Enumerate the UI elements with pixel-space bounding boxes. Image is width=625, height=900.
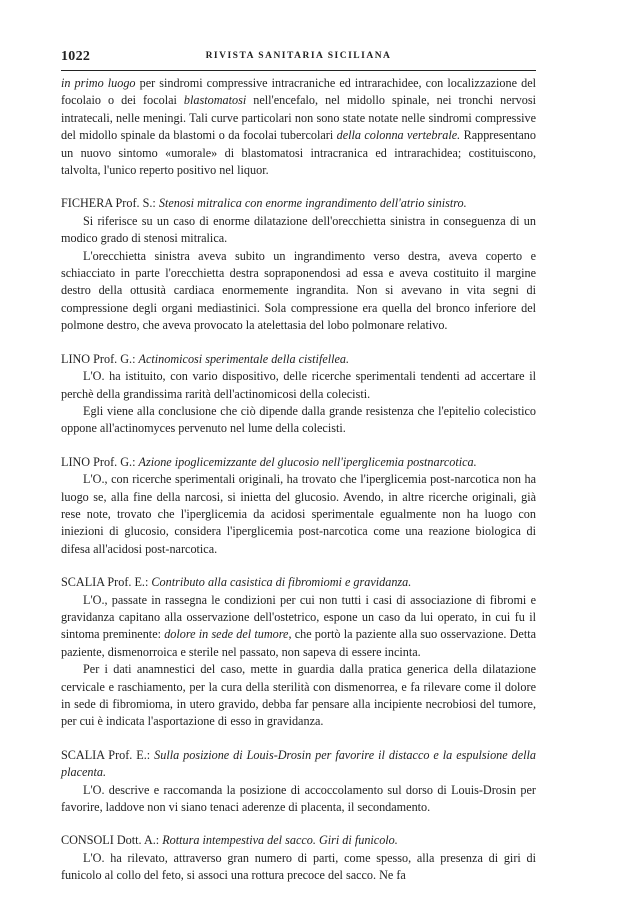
entry-paragraph: L'O. ha istituito, con vario dispositivo, delle ricerche sperimentali tendenti ad accertare il perchè della grandissima rarità dell'actinomicosi della colecisti.: [61, 369, 536, 401]
entry-paragraph: L'O., con ricerche sperimentali originali, ha trovato che l'iperglicemia post-narcotica non ha luogo se, alla fine della narcosi, si inietta del glucosio. Avendo, in altre ricerche originali, già rese note, trovato che l'iperglicemia da acidosi sperimentale egualmente non ha luogo con iniezioni di glucosio, considera l'iperglicemia post-narcotica come una reazione biologica di difesa all'acidosi post-narcotica.: [61, 472, 536, 556]
entry-author: LINO Prof. G.:: [61, 351, 139, 366]
entry-title: Rottura intempestiva del sacco. Giri di funicolo.: [162, 833, 398, 848]
page-body: [61, 75, 536, 885]
entry-heading: [61, 832, 536, 849]
entry-paragraph: L'O. descrive e raccomanda la posizione di accoccolamento sul dorso di Louis-Drosin per favorire, laddove non vi siano tenaci aderenze di placenta, il secondamento.: [61, 782, 536, 815]
abstract-entry: [61, 454, 536, 558]
entry-heading: [61, 454, 536, 471]
emphasis: dolore in sede del tumore,: [164, 627, 292, 642]
abstract-entry: [61, 351, 536, 438]
entry-title: Azione ipoglicemizzante del glucosio nell'iperglicemia postnarcotica.: [138, 454, 477, 469]
header-rule: [61, 70, 536, 71]
abstract-entry: [61, 832, 536, 884]
entry-paragraph: L'orecchietta sinistra aveva subito un ingrandimento verso destra, aveva coperto e schiacciato in parte l'orecchietta destra sopraponendosi ad essa e aveva costituito il margine destro della ottusità cardiaca enormemente ingrandita. Non si avevano in vita segni di compressione degli organi mediastinici. Sola compressione era quella del bronco inferiore del polmone destro, che aveva provocato la atelettasia del lobo polmonare relativo.: [61, 248, 536, 333]
entry-author: LINO Prof. G.:: [61, 454, 139, 469]
emphasis: in primo luogo: [61, 76, 136, 90]
abstract-entry: [61, 574, 536, 731]
entry-heading: [61, 195, 536, 212]
entry-title: Actinomicosi sperimentale della cistifellea.: [138, 351, 350, 366]
running-head: RIVISTA SANITARIA SICILIANA: [205, 51, 392, 61]
entry-title: Contributo alla casistica di fibromiomi e gravidanza.: [151, 575, 412, 590]
entry-author: SCALIA Prof. E.:: [61, 747, 155, 762]
entry-heading: [61, 574, 536, 591]
page-header: [61, 49, 536, 69]
abstract-entry: [61, 747, 536, 817]
entry-paragraph: Egli viene alla conclusione che ciò dipende dalla grande resistenza che l'epitelio colecistico oppone all'actinomyces pervenuto nel lume della colecisti.: [61, 403, 536, 436]
entry-paragraph: L'O., passate in rassegna le condizioni per cui non tutti i casi di associazione di fibromi e gravidanza capitano alla osservazione dell'ostetrico, espone un caso da lui operato, in cui fu il sintoma preminente: dolore in sede del tumore, che portò la paziente alla suo osservazione. Detta paziente, dismenorroica e sterile nel passato, non sapeva di essere incinta.: [61, 592, 536, 659]
entry-title: Stenosi mitralica con enorme ingrandimento dell'atrio sinistro.: [158, 196, 467, 211]
entry-author: CONSOLI Dott. A.:: [61, 833, 163, 848]
abstract-entry: [61, 195, 536, 334]
entry-author: FICHERA Prof. S.:: [61, 196, 159, 211]
entry-paragraph: Per i dati anamnestici del caso, mette in guardia dalla pratica generica della dilatazione cervicale e raschiamento, per la cura della sterilità con dismenorrea, e fa rilevare come il dolore in sede di fibromioma, in utero gravido, debba far pensare alla incipiente necrobiosi del tumore, per cui è indicata l'asportazione di esso in gravidanza.: [61, 662, 536, 729]
entry-title: Sulla posizione di Louis-Drosin per favorire il distacco e la espulsione della placenta.: [61, 747, 536, 780]
entry-paragraph: L'O. ha rilevato, attraverso gran numero di parti, come spesso, alla presenza di giri di funicolo al collo del feto, si associ una rottura precoce del sacco. Ne fa: [61, 850, 536, 883]
page-number: 1022: [61, 49, 91, 64]
entry-paragraph: Si riferisce su un caso di enorme dilatazione dell'orecchietta sinistra in conseguenza di un modico grado di stenosi mitralica.: [61, 213, 536, 246]
entry-author: SCALIA Prof. E.:: [61, 575, 152, 590]
entry-heading: [61, 351, 536, 368]
emphasis: blastomatosi: [183, 93, 247, 108]
continuation-paragraph: in primo luogo per sindromi compressive intracraniche ed intrarachidee, con localizzazione del focolaio o dei focolai blastomatosi nell'encefalo, nel midollo spinale, nei tronchi nervosi intratecali, nelle meningi. Tali curve particolari non sono state notate nelle sindromi compressive del midollo spinale da blastomi o da focolai tubercolari della colonna vertebrale. Rappresentano un nuovo sintomo «umorale» di blastomatosi intracranica ed intrarachidea; costituiscono, talvolta, l'unico reperto positivo nel liquor.: [61, 76, 536, 178]
entry-heading: [61, 747, 536, 782]
emphasis: della colonna vertebrale.: [336, 128, 461, 143]
